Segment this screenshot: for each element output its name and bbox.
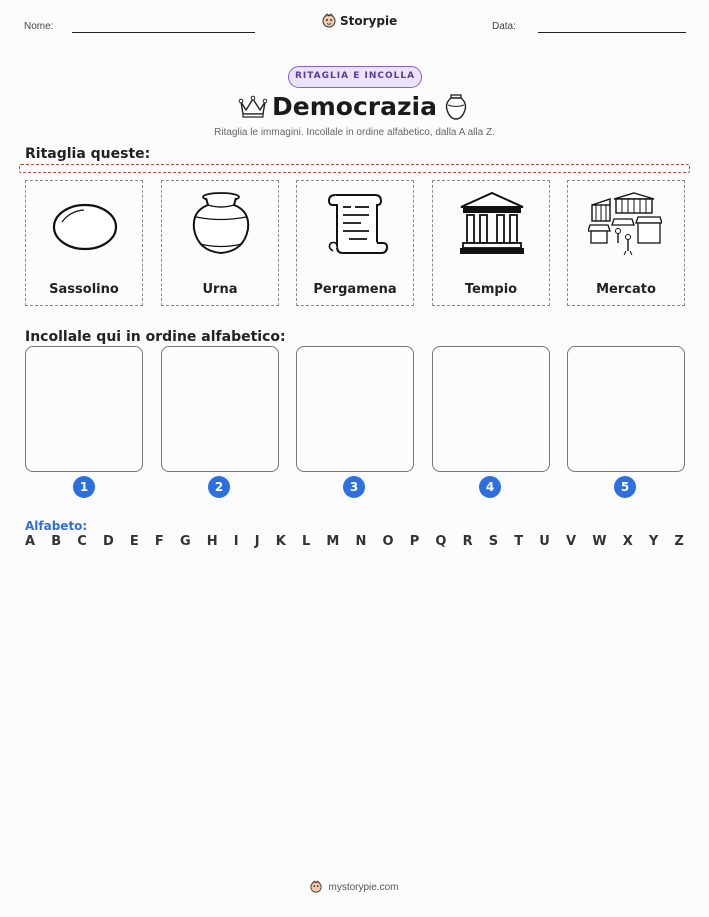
urn-icon bbox=[186, 189, 256, 259]
alphabet-letter: B bbox=[51, 534, 62, 549]
storypie-mascot-icon bbox=[322, 13, 336, 29]
alphabet-letter: O bbox=[382, 534, 394, 549]
alphabet-letter: Q bbox=[435, 534, 447, 549]
card-mercato[interactable] bbox=[567, 180, 685, 306]
alphabet-letter: A bbox=[25, 534, 36, 549]
card-urna[interactable] bbox=[161, 180, 279, 306]
storypie-mascot-icon bbox=[310, 880, 322, 894]
alphabet-letter: R bbox=[462, 534, 473, 549]
alphabet-letter: G bbox=[179, 534, 191, 549]
paste-slot-5[interactable] bbox=[567, 346, 685, 472]
alphabet-letter: M bbox=[326, 534, 340, 549]
alphabet-letter: P bbox=[409, 534, 420, 549]
alphabet-letter: T bbox=[514, 534, 524, 549]
name-label: Nome: bbox=[24, 21, 54, 32]
paste-slot-3[interactable] bbox=[296, 346, 414, 472]
pebble-icon bbox=[50, 189, 120, 259]
paste-slot-4[interactable] bbox=[432, 346, 550, 472]
paste-heading: Incollale qui in ordine alfabetico: bbox=[25, 329, 286, 345]
market-icon bbox=[588, 189, 662, 259]
alphabet-letter: N bbox=[355, 534, 367, 549]
alphabet-letter: V bbox=[566, 534, 577, 549]
alphabet-row bbox=[25, 534, 684, 549]
scroll-icon bbox=[321, 189, 391, 259]
slot-number-3: 3 bbox=[343, 476, 365, 498]
card-tempio[interactable] bbox=[432, 180, 550, 306]
slot-number-1: 1 bbox=[73, 476, 95, 498]
paste-slot-2[interactable] bbox=[161, 346, 279, 472]
date-label: Data: bbox=[492, 21, 516, 32]
name-line[interactable] bbox=[72, 32, 255, 33]
cut-heading: Ritaglia queste: bbox=[25, 146, 151, 162]
card-sassolino[interactable] bbox=[25, 180, 143, 306]
alphabet-letter: D bbox=[102, 534, 114, 549]
slot-number-4: 4 bbox=[479, 476, 501, 498]
card-pergamena[interactable] bbox=[296, 180, 414, 306]
alphabet-letter: U bbox=[539, 534, 550, 549]
page-title: Democrazia bbox=[272, 92, 437, 121]
footer bbox=[0, 880, 709, 894]
card-label: Pergamena bbox=[313, 282, 397, 297]
activity-badge: RITAGLIA E INCOLLA bbox=[288, 66, 422, 88]
urn-title-icon bbox=[442, 93, 470, 121]
alphabet-letter: S bbox=[488, 534, 499, 549]
instructions: Ritaglia le immagini. Incollale in ordine alfabetico, dalla A alla Z. bbox=[214, 127, 495, 138]
paste-slot-1[interactable] bbox=[25, 346, 143, 472]
alphabet-letter: K bbox=[275, 534, 286, 549]
alphabet-letter: X bbox=[622, 534, 633, 549]
card-label: Mercato bbox=[596, 282, 656, 297]
footer-url: mystorypie.com bbox=[328, 881, 399, 893]
alphabet-letter: J bbox=[254, 534, 260, 549]
alphabet-letter: E bbox=[129, 534, 139, 549]
brand-name: Storypie bbox=[340, 14, 398, 28]
slot-number-5: 5 bbox=[614, 476, 636, 498]
alphabet-letter: Z bbox=[674, 534, 684, 549]
alphabet-letter: H bbox=[206, 534, 218, 549]
alphabet-letter: F bbox=[154, 534, 164, 549]
alphabet-title: Alfabeto: bbox=[25, 519, 88, 533]
card-label: Tempio bbox=[464, 282, 518, 297]
temple-icon bbox=[457, 189, 527, 259]
alphabet-letter: Y bbox=[648, 534, 659, 549]
card-label: Sassolino bbox=[49, 282, 119, 297]
slot-number-2: 2 bbox=[208, 476, 230, 498]
brand-logo bbox=[322, 13, 397, 29]
alphabet-letter: L bbox=[301, 534, 311, 549]
alphabet-letter: W bbox=[592, 534, 607, 549]
date-line[interactable] bbox=[538, 32, 686, 33]
alphabet-letter: I bbox=[233, 534, 239, 549]
alphabet-letter: C bbox=[77, 534, 87, 549]
cut-line bbox=[19, 164, 690, 173]
card-label: Urna bbox=[202, 282, 238, 297]
